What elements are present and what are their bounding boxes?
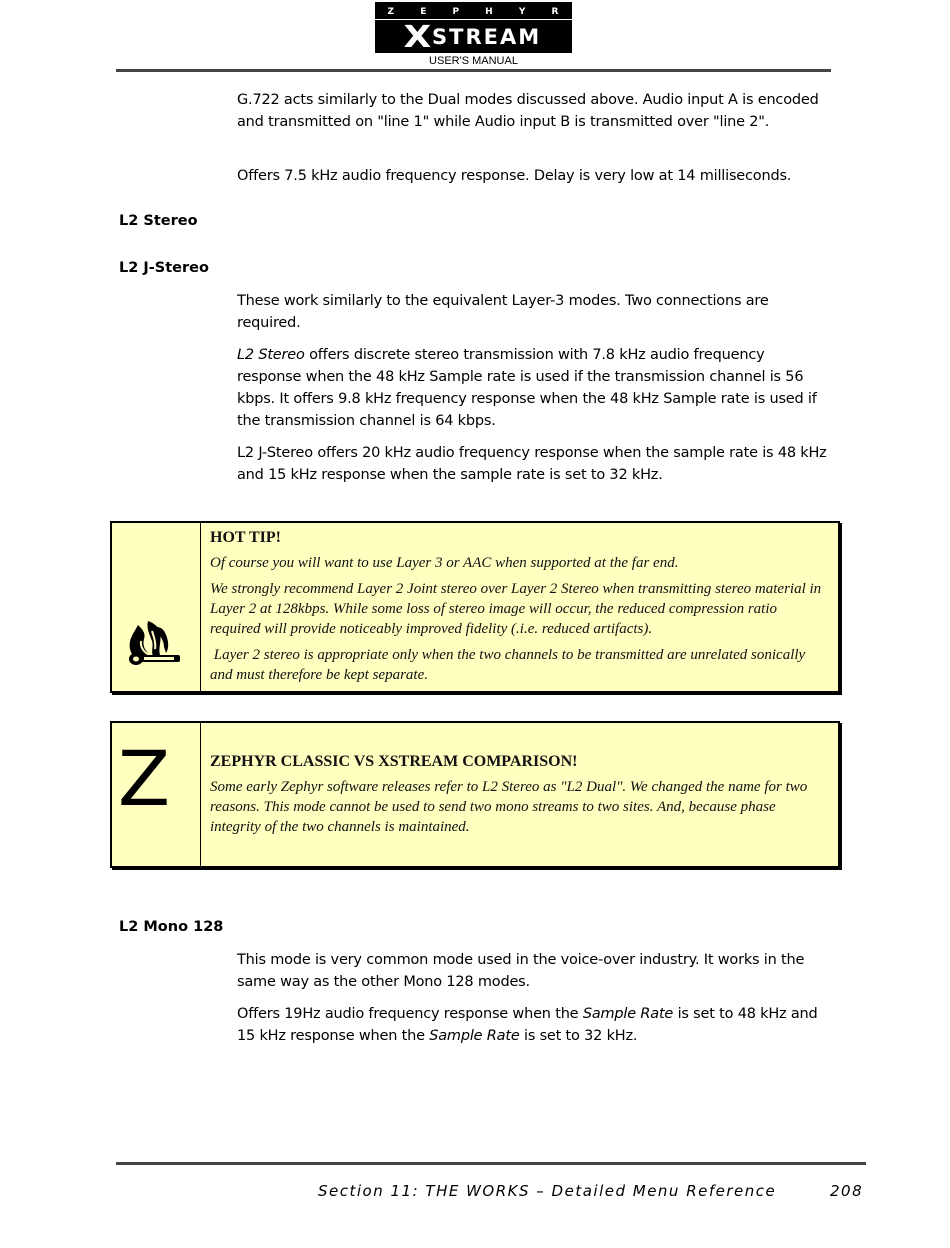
comparison-title: ZEPHYR CLASSIC VS XSTREAM COMPARISON!	[210, 753, 578, 770]
logo-zephyr-letters	[375, 5, 572, 20]
footer-rule	[116, 1162, 866, 1165]
mono-paragraph-2	[237, 1003, 832, 1047]
hot-tip-paragraph-1: Of course you will want to use Layer 3 or AAC when supported at the far end.	[210, 555, 679, 571]
logo-x: X	[403, 19, 434, 55]
stereo-paragraph-1: These work similarly to the equivalent Layer-3 modes. Two connections are required.	[237, 293, 769, 331]
stereo-paragraph-3: L2 J-Stereo offers 20 kHz audio frequency response when the sample rate is 48 kHz and 15 kHz response when the sample rate is set to 32 kHz.	[237, 445, 827, 483]
header-rule	[116, 69, 831, 72]
intro-paragraph-2: Offers 7.5 kHz audio frequency response. Delay is very low at 14 milliseconds.	[237, 168, 792, 184]
stereo-paragraph-2-text: offers discrete stereo transmission with 7.8 kHz audio frequency response when the 48 kHz Sample rate is used if the transmission channel is 56 kbps. It offers 9.8 kHz frequency response when the 48 kHz Sample rate is used if the transmission channel is 64 kbps.	[237, 347, 817, 429]
zephyr-z-icon: Z	[118, 734, 171, 823]
comparison-content	[210, 753, 828, 837]
zephyr-xstream-logo	[375, 2, 572, 53]
logo-letter: Y	[518, 7, 527, 17]
mono-text-c: is set to 32 kHz.	[519, 1028, 638, 1044]
comparison-paragraph: Some early Zephyr software releases refer to L2 Stereo as "L2 Dual". We changed the name for two reasons. This mode cannot be used to send two mono streams to two sites. And, because phase integrity of the two channels is maintained.	[210, 779, 808, 835]
logo-letter: Z	[387, 7, 396, 17]
intro-paragraph-1: G.722 acts similarly to the Dual modes discussed above. Audio input A is encoded and transmitted on "line 1" while Audio input B is transmitted over "line 2".	[237, 92, 819, 130]
logo-stream: STREAM	[432, 25, 542, 49]
hot-tip-content	[210, 529, 828, 685]
box-divider	[200, 723, 201, 866]
box-divider	[200, 523, 201, 691]
footer-section-title: Section 11: THE WORKS – Detailed Menu Reference	[318, 1182, 777, 1200]
stereo-term: L2 Stereo	[237, 347, 305, 363]
comparison-box	[110, 721, 840, 868]
logo-xstream-wordmark	[375, 21, 572, 53]
hot-tip-paragraph-2: We strongly recommend Layer 2 Joint stereo over Layer 2 Stereo when transmitting stereo material in Layer 2 at 128kbps. While some loss of stereo image will occur, the reduced compression ratio required will provide noticeably improved fidelity (.i.e. reduced artifacts).	[210, 581, 822, 637]
heading-l2-stereo: L2 Stereo	[119, 213, 198, 229]
mono-term-2: Sample Rate	[429, 1028, 520, 1044]
mono-paragraph-1: This mode is very common mode used in the voice-over industry. It works in the same way as the other Mono 128 modes.	[237, 952, 805, 990]
hot-tip-title: HOT TIP!	[210, 529, 281, 546]
logo-letter: R	[551, 7, 560, 17]
logo-letter: E	[420, 7, 428, 17]
hot-tip-box	[110, 521, 840, 693]
mono-text-b: is set to 48 kHz and 15 kHz response when the	[237, 1006, 818, 1044]
hot-tip-paragraph-3: Layer 2 stereo is appropriate only when the two channels to be transmitted are unrelated sonically and must therefore be kept separate.	[210, 647, 809, 683]
fire-icon	[124, 617, 184, 667]
logo-letter: P	[452, 7, 461, 17]
stereo-paragraph-2	[237, 344, 832, 432]
mono-text-a: Offers 19Hz audio frequency response when the	[237, 1006, 583, 1022]
manual-label: USER'S MANUAL	[429, 55, 518, 67]
logo-letter: H	[485, 7, 494, 17]
heading-l2-j-stereo: L2 J-Stereo	[119, 260, 209, 276]
page-number: 208	[830, 1182, 864, 1200]
mono-term-1: Sample Rate	[582, 1006, 674, 1022]
heading-l2-mono-128: L2 Mono 128	[119, 919, 224, 935]
